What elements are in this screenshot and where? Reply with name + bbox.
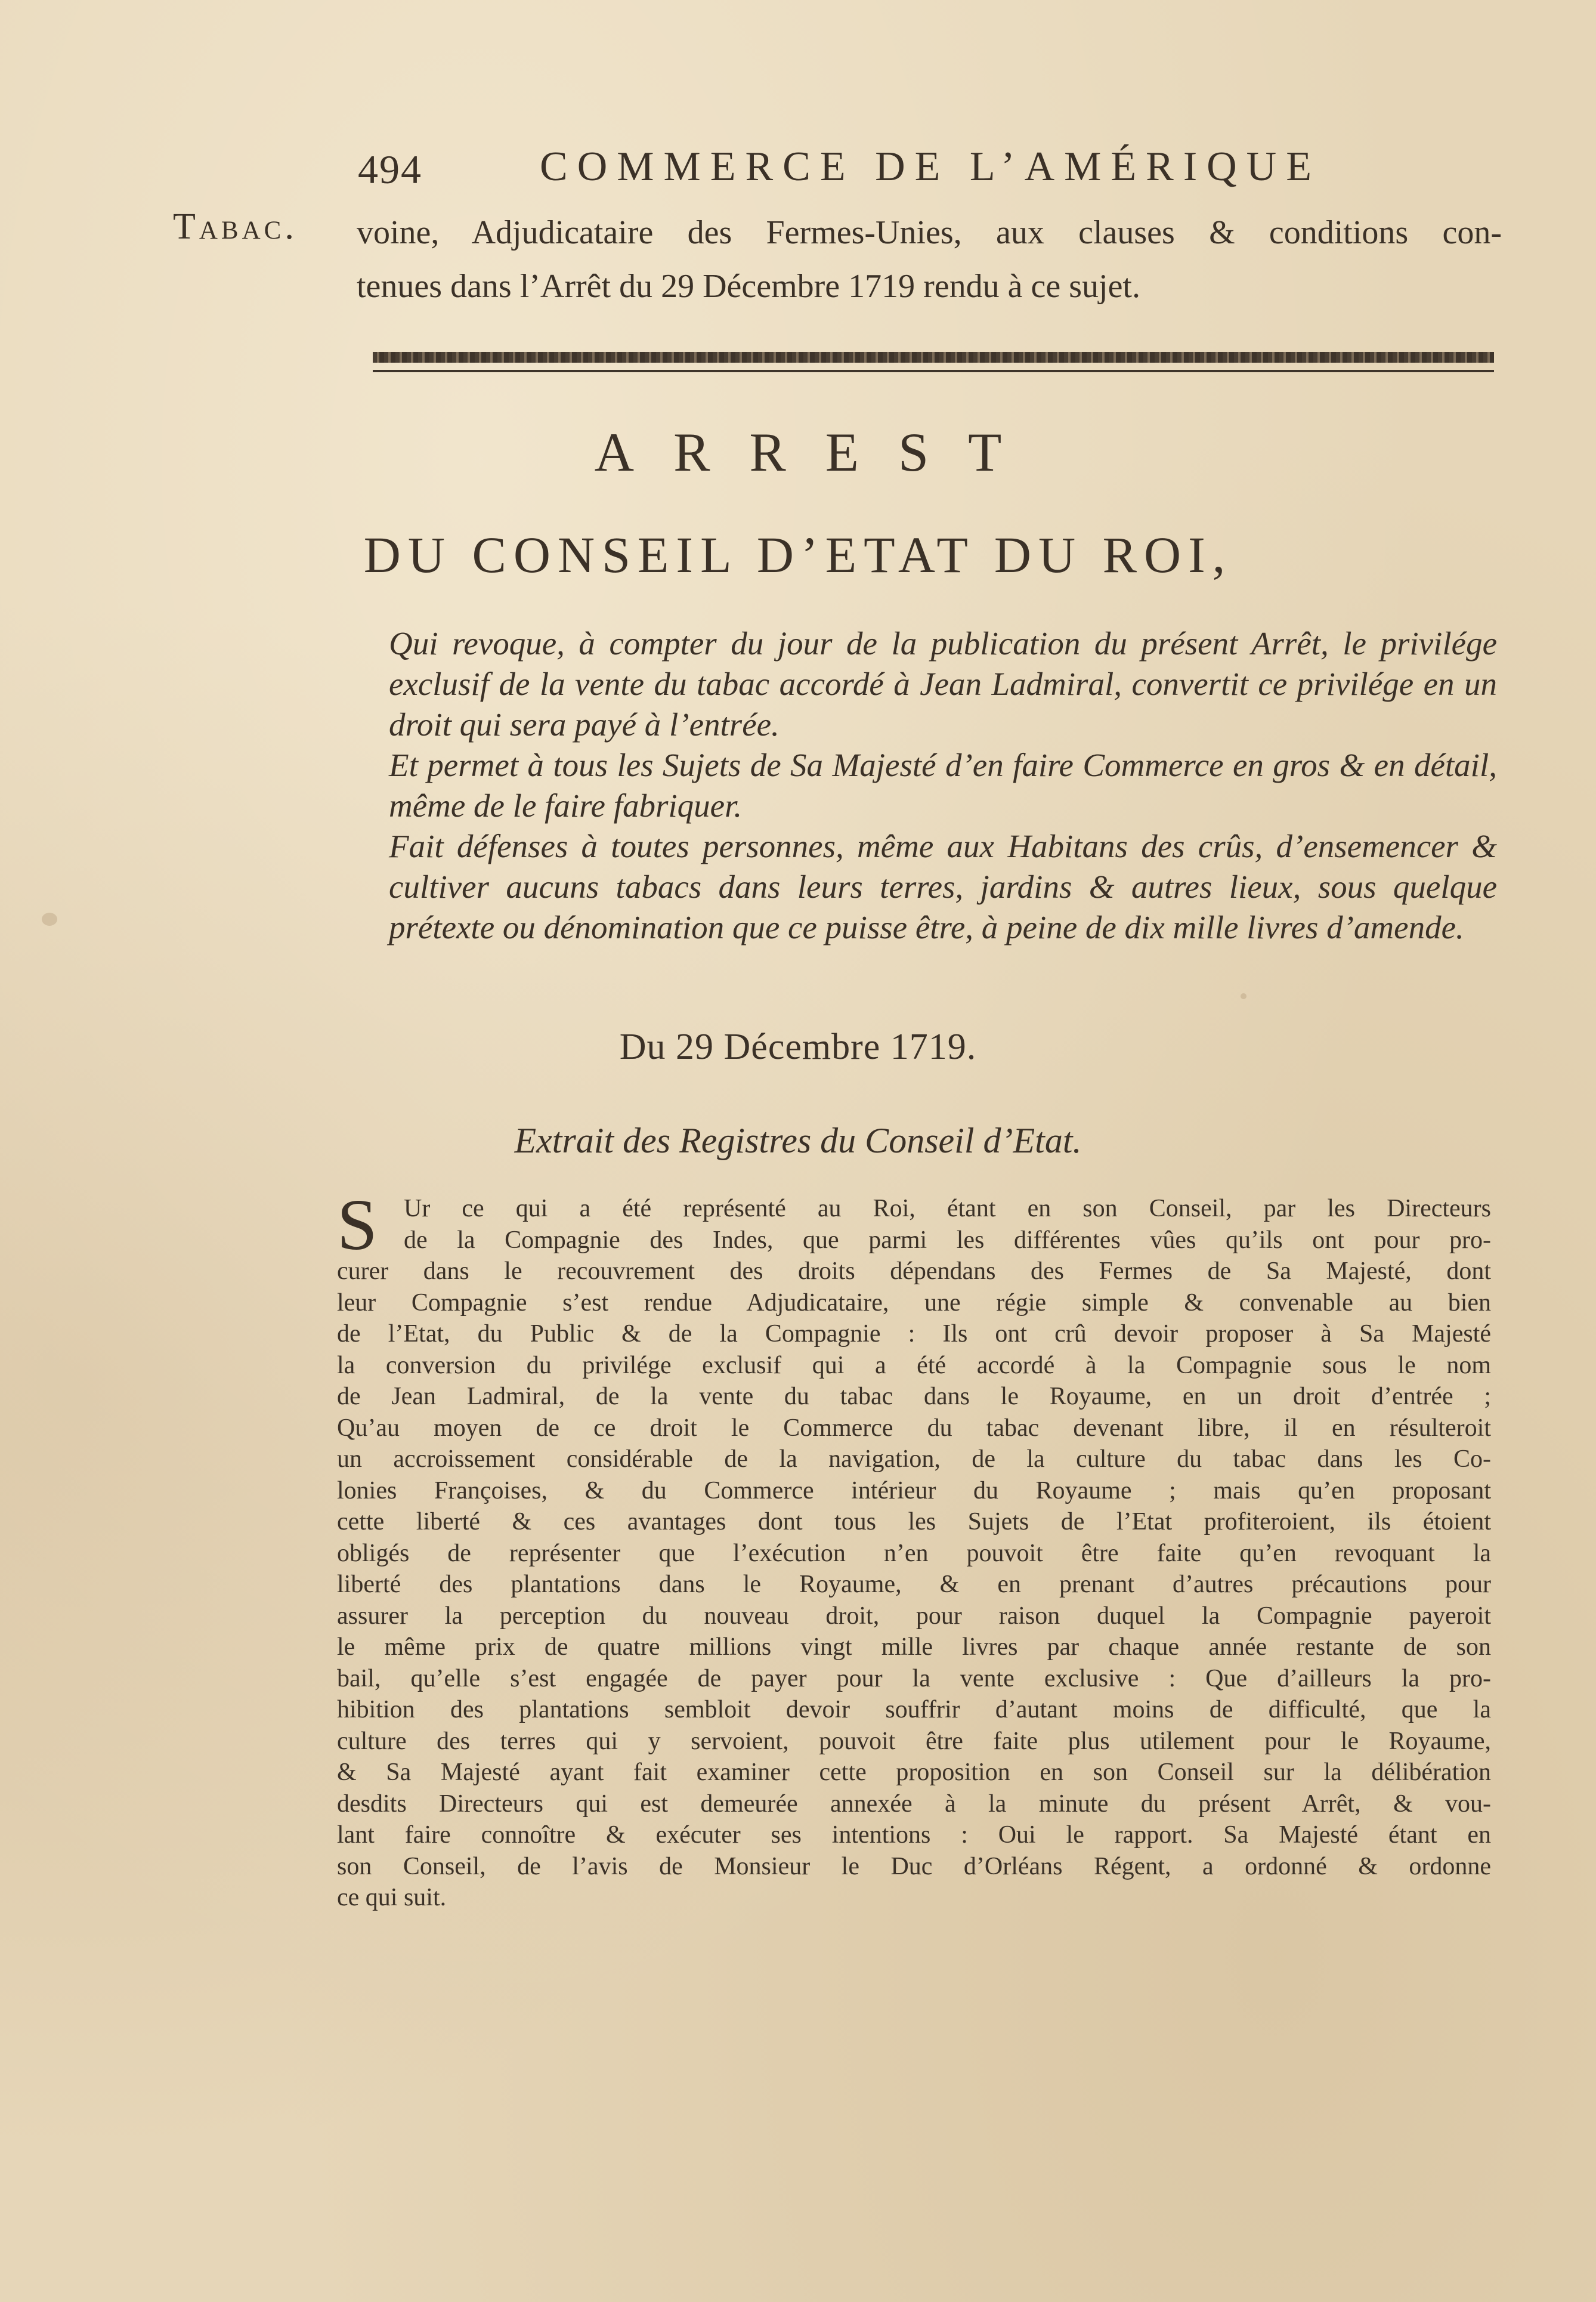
- summary-paragraph: Et permet à tous les Sujets de Sa Majesté d’en faire Commerce en gros & en détail, même de le faire fabriquer.: [389, 747, 1497, 824]
- body-text: [337, 1185, 1491, 1914]
- body-line: le même prix de quatre millions vingt mille livres par chaque année restante de son: [337, 1633, 1491, 1661]
- body-line: de Jean Ladmiral, de la vente du tabac dans le Royaume, en un droit d’entrée ;: [337, 1383, 1491, 1410]
- body-line: curer dans le recouvrement des droits dépendans des Fermes de Sa Majesté, dont: [337, 1257, 1491, 1285]
- running-head: COMMERCE DE L’AMÉRIQUE: [540, 144, 1321, 190]
- body-line: Qu’au moyen de ce droit le Commerce du tabac devenant libre, il en résulteroit: [337, 1414, 1491, 1442]
- body-line: son Conseil, de l’avis de Monsieur le Duc d’Orléans Régent, a ordonné & ordonne: [337, 1852, 1491, 1880]
- body-line: de la Compagnie des Indes, que parmi les différentes vûes qu’ils ont pour pro-: [404, 1226, 1491, 1254]
- body-line: culture des terres qui y servoient, pouvoit être faite plus utilement pour le Royaume,: [337, 1727, 1491, 1755]
- summary-paragraph: Fait défenses à toutes personnes, même aux Habitans des crûs, d’ensemencer & cultiver aucuns tabacs dans leurs terres, jardins & autres lieux, sous quelque prétexte ou dénomination que ce puisse être, à peine de dix mille livres d’amende.: [389, 828, 1497, 945]
- body-line: leur Compagnie s’est rendue Adjudicataire, une régie simple & convenable au bien: [337, 1288, 1491, 1317]
- date-line: Du 29 Décembre 1719.: [619, 1027, 977, 1067]
- ornamental-rule: [373, 352, 1494, 363]
- title-conseil: DU CONSEIL D’ETAT DU ROI,: [363, 526, 1233, 583]
- title-arrest: ARREST: [594, 422, 1041, 483]
- body-line: lonies Françoises, & du Commerce intérieur du Royaume ; mais qu’en proposant: [337, 1476, 1491, 1504]
- paper-stain: [1241, 993, 1247, 999]
- paper-stain: [42, 913, 57, 926]
- body-line: & Sa Majesté ayant fait examiner cette proposition en son Conseil sur la délibération: [337, 1759, 1491, 1786]
- body-line: bail, qu’elle s’est engagée de payer pour la vente exclusive : Que d’ailleurs la pro-: [337, 1664, 1491, 1692]
- drop-cap: S: [337, 1185, 378, 1265]
- summary-paragraph: Qui revoque, à compter du jour de la publication du présent Arrêt, le privilége exclusif de la vente du tabac accordé à Jean Ladmiral, convertit ce privilége en un droit qui sera payé à l’entrée.: [389, 625, 1497, 743]
- body-line: Ur ce qui a été représenté au Roi, étant en son Conseil, par les Directeurs: [404, 1195, 1491, 1222]
- body-line: de l’Etat, du Public & de la Compagnie : Ils ont crû devoir proposer à Sa Majesté: [337, 1320, 1491, 1348]
- page-number: 494: [358, 147, 422, 192]
- body-line: desdits Directeurs qui est demeurée annexée à la minute du présent Arrêt, & vou-: [337, 1790, 1491, 1818]
- margin-note: Tabac.: [173, 206, 298, 247]
- body-line: obligés de représenter que l’exécution n’en pouvoit être faite qu’en revoquant la: [337, 1539, 1491, 1567]
- decree-summary: [352, 623, 1497, 948]
- rule-line: [373, 370, 1494, 372]
- carry-over-line: tenues dans l’Arrêt du 29 Décembre 1719 rendu à ce sujet.: [357, 268, 1140, 305]
- carry-over-line: voine, Adjudicataire des Fermes-Unies, aux clauses & conditions con-: [357, 214, 1502, 251]
- carry-over-text: [357, 206, 1502, 313]
- body-line: ce qui suit.: [337, 1884, 447, 1911]
- body-line: la conversion du privilége exclusif qui a été accordé à la Compagnie sous le nom: [337, 1351, 1491, 1379]
- body-line: liberté des plantations dans le Royaume, & en prenant d’autres précautions pour: [337, 1571, 1491, 1598]
- extract-title: Extrait des Registres du Conseil d’Etat.: [514, 1121, 1082, 1160]
- body-line: cette liberté & ces avantages dont tous les Sujets de l’Etat profiteroient, ils étoient: [337, 1508, 1491, 1535]
- body-line: assurer la perception du nouveau droit, pour raison duquel la Compagnie payeroit: [337, 1602, 1491, 1630]
- body-line: hibition des plantations sembloit devoir souffrir d’autant moins de difficulté, que la: [337, 1696, 1491, 1723]
- body-line: lant faire connoître & exécuter ses intentions : Oui le rapport. Sa Majesté étant en: [337, 1821, 1491, 1849]
- body-line: un accroissement considérable de la navigation, de la culture du tabac dans les Co-: [337, 1445, 1491, 1473]
